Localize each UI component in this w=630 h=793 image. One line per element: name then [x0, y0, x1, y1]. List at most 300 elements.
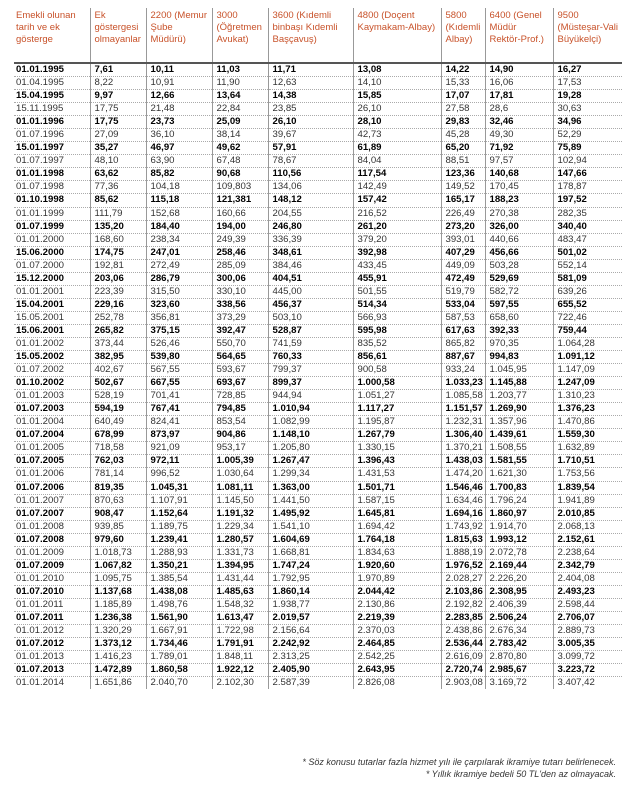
value-cell: 953,17	[212, 442, 268, 455]
value-cell: 134,06	[268, 181, 353, 194]
value-cell: 781,14	[90, 468, 146, 481]
value-cell: 853,54	[212, 416, 268, 429]
value-cell: 2.044,42	[353, 585, 441, 598]
date-cell: 15.12.2000	[14, 272, 90, 285]
value-cell: 148,12	[268, 194, 353, 207]
value-cell: 77,36	[90, 181, 146, 194]
value-cell: 117,54	[353, 168, 441, 181]
value-cell: 356,81	[146, 311, 212, 324]
value-cell: 2.068,13	[553, 520, 622, 533]
date-cell: 01.07.2011	[14, 611, 90, 624]
date-cell: 15.06.2000	[14, 246, 90, 259]
value-cell: 1.839,54	[553, 481, 622, 494]
column-header: 4800 (Doçent Kaymakam-Albay)	[353, 8, 441, 63]
value-cell: 29,83	[441, 116, 485, 129]
value-cell: 326,00	[485, 220, 553, 233]
value-cell: 15,33	[441, 77, 485, 90]
value-cell: 404,51	[268, 272, 353, 285]
value-cell: 39,67	[268, 129, 353, 142]
value-cell: 658,60	[485, 311, 553, 324]
value-cell: 2.156,64	[268, 625, 353, 638]
value-cell: 14,38	[268, 90, 353, 103]
value-cell: 2.870,80	[485, 651, 553, 664]
value-cell: 246,80	[268, 220, 353, 233]
value-cell: 35,27	[90, 142, 146, 155]
value-cell: 1.743,92	[441, 520, 485, 533]
value-cell: 42,73	[353, 129, 441, 142]
value-cell: 26,10	[268, 116, 353, 129]
value-cell: 17,07	[441, 90, 485, 103]
value-cell: 996,52	[146, 468, 212, 481]
value-cell: 2.826,08	[353, 677, 441, 690]
value-cell: 678,99	[90, 429, 146, 442]
value-cell: 11,90	[212, 77, 268, 90]
value-cell: 1.860,14	[268, 585, 353, 598]
value-cell: 1.373,12	[90, 638, 146, 651]
table-row	[14, 520, 622, 533]
value-cell: 2.242,92	[268, 638, 353, 651]
value-cell: 30,63	[553, 103, 622, 116]
date-cell: 15.05.2001	[14, 311, 90, 324]
value-cell: 1.914,70	[485, 520, 553, 533]
value-cell: 1.441,50	[268, 494, 353, 507]
table-row	[14, 651, 622, 664]
value-cell: 2.889,73	[553, 625, 622, 638]
value-cell: 1.651,86	[90, 677, 146, 690]
value-cell: 567,55	[146, 364, 212, 377]
value-cell: 1.082,99	[268, 416, 353, 429]
value-cell: 392,47	[212, 324, 268, 337]
value-cell: 1.107,91	[146, 494, 212, 507]
table-row	[14, 285, 622, 298]
value-cell: 519,79	[441, 285, 485, 298]
date-cell: 01.01.2010	[14, 572, 90, 585]
date-cell: 01.07.2012	[14, 638, 90, 651]
column-header: 2200 (Memur Şube Müdürü)	[146, 8, 212, 63]
value-cell: 1.269,90	[485, 403, 553, 416]
value-cell: 14,10	[353, 77, 441, 90]
value-cell: 8,22	[90, 77, 146, 90]
value-cell: 13,08	[353, 63, 441, 77]
value-cell: 85,62	[90, 194, 146, 207]
value-cell: 28,10	[353, 116, 441, 129]
value-cell: 2.040,70	[146, 677, 212, 690]
date-cell: 01.01.2007	[14, 494, 90, 507]
value-cell: 23,73	[146, 116, 212, 129]
footnotes	[302, 756, 616, 780]
value-cell: 1.501,71	[353, 481, 441, 494]
value-cell: 718,58	[90, 442, 146, 455]
date-cell: 01.01.2001	[14, 285, 90, 298]
value-cell: 27,09	[90, 129, 146, 142]
table-row	[14, 559, 622, 572]
value-cell: 1.860,97	[485, 507, 553, 520]
value-cell: 11,71	[268, 63, 353, 77]
table-row	[14, 677, 622, 690]
table-row	[14, 129, 622, 142]
date-cell: 15.04.2001	[14, 298, 90, 311]
value-cell: 407,29	[441, 246, 485, 259]
value-cell: 315,50	[146, 285, 212, 298]
value-cell: 1.668,81	[268, 546, 353, 559]
value-cell: 594,19	[90, 403, 146, 416]
value-cell: 28,6	[485, 103, 553, 116]
value-cell: 1.508,55	[485, 442, 553, 455]
value-cell: 908,47	[90, 507, 146, 520]
column-header: 5800 (Kıdemli Albay)	[441, 8, 485, 63]
value-cell: 1.363,00	[268, 481, 353, 494]
value-cell: 23,85	[268, 103, 353, 116]
value-cell: 252,78	[90, 311, 146, 324]
value-cell: 856,61	[353, 351, 441, 364]
value-cell: 440,66	[485, 233, 553, 246]
value-cell: 1.357,96	[485, 416, 553, 429]
value-cell: 194,00	[212, 220, 268, 233]
value-cell: 3.169,72	[485, 677, 553, 690]
value-cell: 2.010,85	[553, 507, 622, 520]
date-cell: 01.01.2009	[14, 546, 90, 559]
value-cell: 760,33	[268, 351, 353, 364]
value-cell: 2.152,61	[553, 533, 622, 546]
value-cell: 539,80	[146, 351, 212, 364]
value-cell: 1.067,82	[90, 559, 146, 572]
value-cell: 994,83	[485, 351, 553, 364]
value-cell: 63,62	[90, 168, 146, 181]
table-row	[14, 324, 622, 337]
value-cell: 17,53	[553, 77, 622, 90]
value-cell: 36,10	[146, 129, 212, 142]
value-cell: 15,85	[353, 90, 441, 103]
table-row	[14, 181, 622, 194]
value-cell: 2.438,86	[441, 625, 485, 638]
table-row	[14, 90, 622, 103]
date-cell: 01.07.2006	[14, 481, 90, 494]
value-cell: 564,65	[212, 351, 268, 364]
value-cell: 819,35	[90, 481, 146, 494]
value-cell: 639,26	[553, 285, 622, 298]
value-cell: 2.404,08	[553, 572, 622, 585]
value-cell: 693,67	[212, 377, 268, 390]
table-row	[14, 77, 622, 90]
value-cell: 1.331,73	[212, 546, 268, 559]
table-row	[14, 572, 622, 585]
value-cell: 22,84	[212, 103, 268, 116]
value-cell: 1.064,28	[553, 337, 622, 350]
table-row	[14, 468, 622, 481]
value-cell: 593,67	[212, 364, 268, 377]
value-cell: 142,49	[353, 181, 441, 194]
date-cell: 01.07.1996	[14, 129, 90, 142]
column-header: 6400 (Genel Müdür Rektör-Prof.)	[485, 8, 553, 63]
date-cell: 01.01.2013	[14, 651, 90, 664]
date-cell: 01.01.2008	[14, 520, 90, 533]
value-cell: 529,69	[485, 272, 553, 285]
value-cell: 258,46	[212, 246, 268, 259]
value-cell: 2.283,85	[441, 611, 485, 624]
value-cell: 115,18	[146, 194, 212, 207]
value-cell: 2.783,42	[485, 638, 553, 651]
value-cell: 373,29	[212, 311, 268, 324]
value-cell: 1.370,21	[441, 442, 485, 455]
value-cell: 348,61	[268, 246, 353, 259]
value-cell: 456,66	[485, 246, 553, 259]
value-cell: 1.792,95	[268, 572, 353, 585]
value-cell: 323,60	[146, 298, 212, 311]
column-header: 9500 (Müsteşar-Vali Büyükelçi)	[553, 8, 622, 63]
value-cell: 597,55	[485, 298, 553, 311]
value-cell: 1.747,24	[268, 559, 353, 572]
value-cell: 226,49	[441, 207, 485, 220]
table-row	[14, 598, 622, 611]
value-cell: 526,46	[146, 337, 212, 350]
value-cell: 762,03	[90, 455, 146, 468]
value-cell: 261,20	[353, 220, 441, 233]
table-row	[14, 298, 622, 311]
value-cell: 123,36	[441, 168, 485, 181]
value-cell: 249,39	[212, 233, 268, 246]
value-cell: 111,79	[90, 207, 146, 220]
value-cell: 375,15	[146, 324, 212, 337]
value-cell: 57,91	[268, 142, 353, 155]
value-cell: 722,46	[553, 311, 622, 324]
date-cell: 01.01.1999	[14, 207, 90, 220]
value-cell: 1.634,46	[441, 494, 485, 507]
value-cell: 174,75	[90, 246, 146, 259]
date-cell: 01.07.2007	[14, 507, 90, 520]
value-cell: 501,02	[553, 246, 622, 259]
value-cell: 2.169,44	[485, 559, 553, 572]
table-row	[14, 625, 622, 638]
date-cell: 01.01.1998	[14, 168, 90, 181]
value-cell: 1.306,40	[441, 429, 485, 442]
value-cell: 873,97	[146, 429, 212, 442]
value-cell: 247,01	[146, 246, 212, 259]
value-cell: 2.985,67	[485, 664, 553, 677]
table-row	[14, 116, 622, 129]
value-cell: 887,67	[441, 351, 485, 364]
value-cell: 2.102,30	[212, 677, 268, 690]
value-cell: 1.559,30	[553, 429, 622, 442]
value-cell: 188,23	[485, 194, 553, 207]
date-cell: 01.01.2014	[14, 677, 90, 690]
value-cell: 61,89	[353, 142, 441, 155]
value-cell: 1.439,61	[485, 429, 553, 442]
value-cell: 336,39	[268, 233, 353, 246]
date-cell: 01.01.2000	[14, 233, 90, 246]
table-row	[14, 442, 622, 455]
table-row	[14, 233, 622, 246]
value-cell: 933,24	[441, 364, 485, 377]
value-cell: 1.815,63	[441, 533, 485, 546]
value-cell: 972,11	[146, 455, 212, 468]
value-cell: 2.370,03	[353, 625, 441, 638]
table-row	[14, 507, 622, 520]
table-row	[14, 429, 622, 442]
value-cell: 1.922,12	[212, 664, 268, 677]
value-cell: 10,91	[146, 77, 212, 90]
date-cell: 01.07.1999	[14, 220, 90, 233]
value-cell: 1.667,91	[146, 625, 212, 638]
value-cell: 1.376,23	[553, 403, 622, 416]
date-cell: 01.07.2010	[14, 585, 90, 598]
value-cell: 503,10	[268, 311, 353, 324]
value-cell: 204,55	[268, 207, 353, 220]
value-cell: 870,63	[90, 494, 146, 507]
value-cell: 2.536,44	[441, 638, 485, 651]
value-cell: 1.764,18	[353, 533, 441, 546]
value-cell: 1.470,86	[553, 416, 622, 429]
value-cell: 979,60	[90, 533, 146, 546]
value-cell: 865,82	[441, 337, 485, 350]
value-cell: 192,81	[90, 259, 146, 272]
value-cell: 445,00	[268, 285, 353, 298]
value-cell: 16,27	[553, 63, 622, 77]
value-cell: 1.485,63	[212, 585, 268, 598]
value-cell: 285,09	[212, 259, 268, 272]
value-cell: 3.223,72	[553, 664, 622, 677]
value-cell: 799,37	[268, 364, 353, 377]
value-cell: 160,66	[212, 207, 268, 220]
table-row	[14, 63, 622, 77]
value-cell: 104,18	[146, 181, 212, 194]
value-cell: 1.117,27	[353, 403, 441, 416]
value-cell: 149,52	[441, 181, 485, 194]
value-cell: 1.280,57	[212, 533, 268, 546]
value-cell: 46,97	[146, 142, 212, 155]
value-cell: 1.789,01	[146, 651, 212, 664]
value-cell: 84,04	[353, 155, 441, 168]
value-cell: 741,59	[268, 337, 353, 350]
value-cell: 1.834,63	[353, 546, 441, 559]
value-cell: 1.970,89	[353, 572, 441, 585]
value-cell: 501,55	[353, 285, 441, 298]
value-cell: 970,35	[485, 337, 553, 350]
value-cell: 1.147,09	[553, 364, 622, 377]
value-cell: 824,41	[146, 416, 212, 429]
value-cell: 1.189,75	[146, 520, 212, 533]
value-cell: 514,34	[353, 298, 441, 311]
value-cell: 944,94	[268, 390, 353, 403]
value-cell: 1.848,11	[212, 651, 268, 664]
value-cell: 71,92	[485, 142, 553, 155]
value-cell: 340,40	[553, 220, 622, 233]
value-cell: 1.033,23	[441, 377, 485, 390]
value-cell: 1.203,77	[485, 390, 553, 403]
value-cell: 1.000,58	[353, 377, 441, 390]
value-cell: 1.734,46	[146, 638, 212, 651]
value-cell: 402,67	[90, 364, 146, 377]
value-cell: 1.632,89	[553, 442, 622, 455]
value-cell: 392,98	[353, 246, 441, 259]
value-cell: 10,11	[146, 63, 212, 77]
value-cell: 2.313,25	[268, 651, 353, 664]
table-row	[14, 546, 622, 559]
value-cell: 2.720,74	[441, 664, 485, 677]
value-cell: 392,33	[485, 324, 553, 337]
value-cell: 1.081,11	[212, 481, 268, 494]
value-cell: 2.103,86	[441, 585, 485, 598]
table-row	[14, 337, 622, 350]
value-cell: 1.546,46	[441, 481, 485, 494]
table-row	[14, 481, 622, 494]
date-cell: 01.07.1998	[14, 181, 90, 194]
value-cell: 1.791,91	[212, 638, 268, 651]
value-cell: 3.005,35	[553, 638, 622, 651]
value-cell: 1.710,51	[553, 455, 622, 468]
value-cell: 759,44	[553, 324, 622, 337]
value-cell: 3.099,72	[553, 651, 622, 664]
value-cell: 393,01	[441, 233, 485, 246]
value-cell: 1.045,31	[146, 481, 212, 494]
value-cell: 178,87	[553, 181, 622, 194]
value-cell: 449,09	[441, 259, 485, 272]
value-cell: 26,10	[353, 103, 441, 116]
value-cell: 2.130,86	[353, 598, 441, 611]
value-cell: 49,30	[485, 129, 553, 142]
value-cell: 2.219,39	[353, 611, 441, 624]
value-cell: 12,66	[146, 90, 212, 103]
date-cell: 01.10.1998	[14, 194, 90, 207]
value-cell: 300,06	[212, 272, 268, 285]
table-row	[14, 194, 622, 207]
value-cell: 1.091,12	[553, 351, 622, 364]
value-cell: 1.604,69	[268, 533, 353, 546]
footnote-2: * Yıllık ikramiye bedeli 50 TL'den az olmayacak.	[425, 769, 616, 779]
value-cell: 1.753,56	[553, 468, 622, 481]
date-cell: 01.07.2004	[14, 429, 90, 442]
date-cell: 01.07.1997	[14, 155, 90, 168]
value-cell: 16,06	[485, 77, 553, 90]
value-cell: 75,89	[553, 142, 622, 155]
value-cell: 1.330,15	[353, 442, 441, 455]
value-cell: 34,96	[553, 116, 622, 129]
value-cell: 502,67	[90, 377, 146, 390]
value-cell: 1.095,75	[90, 572, 146, 585]
value-cell: 587,53	[441, 311, 485, 324]
value-cell: 581,09	[553, 272, 622, 285]
table-row	[14, 246, 622, 259]
value-cell: 455,91	[353, 272, 441, 285]
table-row	[14, 103, 622, 116]
value-cell: 1.438,08	[146, 585, 212, 598]
date-cell: 01.07.2000	[14, 259, 90, 272]
value-cell: 767,41	[146, 403, 212, 416]
table-row	[14, 664, 622, 677]
value-cell: 1.195,87	[353, 416, 441, 429]
value-cell: 13,64	[212, 90, 268, 103]
value-cell: 1.205,80	[268, 442, 353, 455]
date-cell: 01.01.1995	[14, 63, 90, 77]
value-cell: 2.342,79	[553, 559, 622, 572]
value-cell: 1.541,10	[268, 520, 353, 533]
value-cell: 17,75	[90, 103, 146, 116]
table-row	[14, 390, 622, 403]
date-cell: 01.10.2002	[14, 377, 90, 390]
date-cell: 01.01.2004	[14, 416, 90, 429]
value-cell: 265,82	[90, 324, 146, 337]
value-cell: 184,40	[146, 220, 212, 233]
value-cell: 2.542,25	[353, 651, 441, 664]
value-cell: 1.993,12	[485, 533, 553, 546]
value-cell: 3.407,42	[553, 677, 622, 690]
value-cell: 1.938,77	[268, 598, 353, 611]
value-cell: 17,81	[485, 90, 553, 103]
value-cell: 38,14	[212, 129, 268, 142]
value-cell: 373,44	[90, 337, 146, 350]
value-cell: 667,55	[146, 377, 212, 390]
value-cell: 21,48	[146, 103, 212, 116]
value-cell: 2.493,23	[553, 585, 622, 598]
